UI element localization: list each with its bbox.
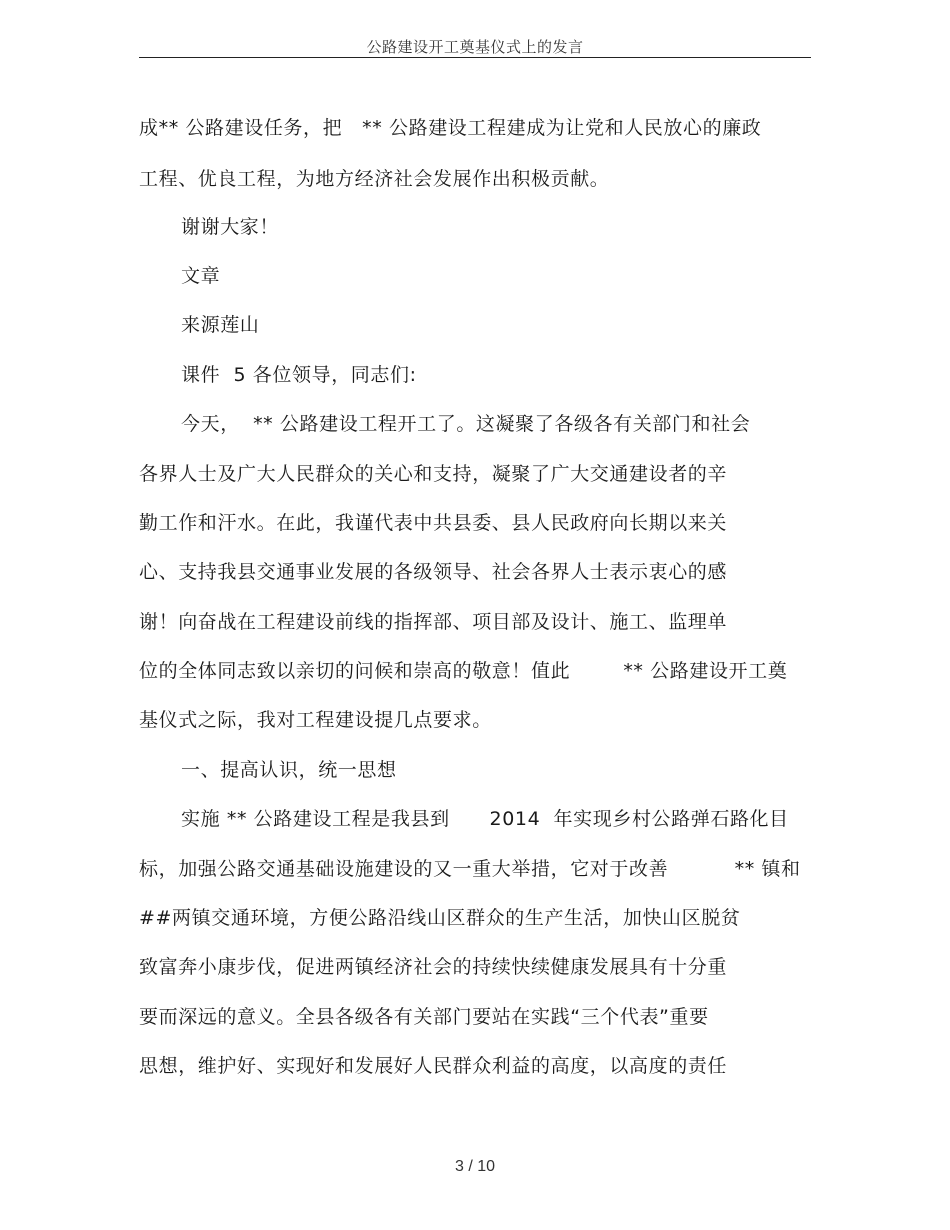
document-title: 公路建设开工奠基仪式上的发言	[366, 38, 584, 56]
paragraph-line: 勤工作和汗水。在此，我谨代表中共县委、县人民政府向长期以来关	[139, 512, 728, 534]
paragraph-line: 各界人士及广大人民群众的关心和支持，凝聚了广大交通建设者的辛	[139, 463, 728, 485]
paragraph-line: 课件 5 各位领导，同志们:	[181, 364, 417, 386]
paragraph-line: 文章	[181, 265, 221, 287]
paragraph-line: 工程、优良工程，为地方经济社会发展作出积极贡献。	[139, 168, 610, 190]
section-heading: 一、提高认识，统一思想	[181, 759, 397, 781]
paragraph-line: 成** 公路建设任务，把 ** 公路建设工程建成为让党和人民放心的廉政	[139, 117, 762, 139]
paragraph-line: 标，加强公路交通基础设施建设的又一重大举措，它对于改善 ** 镇和	[139, 858, 801, 880]
page-header	[139, 32, 811, 58]
paragraph-line: 谢谢大家！	[181, 216, 280, 238]
paragraph-line: 致富奔小康步伐，促进两镇经济社会的持续快续健康发展具有十分重	[139, 956, 728, 978]
paragraph-line: 实施 ** 公路建设工程是我县到 2014 年实现乡村公路弹石路化目	[181, 808, 789, 830]
paragraph-line: 心、支持我县交通事业发展的各级领导、社会各界人士表示衷心的感	[139, 561, 728, 583]
paragraph-line: 谢！向奋战在工程建设前线的指挥部、项目部及设计、施工、监理单	[139, 611, 728, 633]
paragraph-line: 思想，维护好、实现好和发展好人民群众利益的高度，以高度的责任	[139, 1055, 728, 1077]
paragraph-line: 位的全体同志致以亲切的问候和崇高的敬意！值此 ** 公路建设开工奠	[139, 660, 788, 682]
paragraph-line: ##两镇交通环境，方便公路沿线山区群众的生产生活，加快山区脱贫	[139, 907, 741, 929]
paragraph-line: 基仪式之际，我对工程建设提几点要求。	[139, 709, 492, 731]
paragraph-line: 来源莲山	[181, 314, 260, 336]
paragraph-line: 要而深远的意义。全县各级各有关部门要站在实践“三个代表”重要	[139, 1006, 709, 1028]
page-number: 3 / 10	[454, 1158, 496, 1175]
paragraph-line: 今天， ** 公路建设工程开工了。这凝聚了各级各有关部门和社会	[181, 413, 751, 435]
